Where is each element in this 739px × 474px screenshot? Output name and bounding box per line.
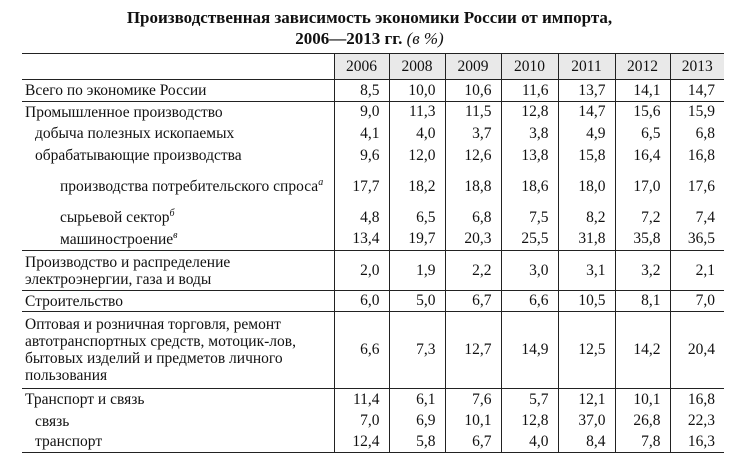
title-unit: (в %) — [406, 29, 444, 48]
row-label — [22, 167, 334, 207]
row-label — [22, 432, 334, 453]
value-cell: 12,8 — [501, 411, 558, 432]
row-label-text: Оптовая и розничная торговля, ремонт автотранспортных средств, мотоцик-лов, бытовых изделий и предметов личного пользования — [25, 316, 296, 384]
value-cell: 20,4 — [670, 312, 724, 389]
value-cell: 14,7 — [558, 102, 615, 123]
value-cell: 18,8 — [445, 167, 501, 207]
table-row — [22, 102, 724, 123]
table-row — [22, 167, 724, 207]
header-row — [22, 54, 724, 80]
value-cell: 2,0 — [334, 251, 389, 291]
value-cell: 4,1 — [334, 123, 389, 145]
value-cell: 10,1 — [445, 411, 501, 432]
value-cell: 16,8 — [670, 389, 724, 411]
row-label-text: Транспорт и связь — [25, 391, 145, 409]
value-cell: 2,1 — [670, 251, 724, 291]
value-cell: 4,8 — [334, 207, 389, 229]
value-cell: 10,6 — [445, 80, 501, 102]
value-cell: 16,8 — [670, 145, 724, 167]
value-cell: 8,5 — [334, 80, 389, 102]
row-label-text: Всего по экономике России — [25, 82, 207, 99]
table-row — [22, 432, 724, 453]
row-label-text: связь — [35, 412, 70, 430]
value-cell: 3,2 — [615, 251, 670, 291]
header-year: 2010 — [501, 54, 558, 80]
value-cell: 5,8 — [389, 432, 445, 453]
header-blank-cell — [22, 54, 334, 80]
value-cell: 7,5 — [501, 207, 558, 229]
value-cell: 8,1 — [615, 291, 670, 312]
value-cell: 6,6 — [501, 291, 558, 312]
row-label-text: обрабатывающие производства — [35, 147, 242, 164]
value-cell: 5,0 — [389, 291, 445, 312]
value-cell: 1,9 — [389, 251, 445, 291]
value-cell: 8,2 — [558, 207, 615, 229]
footnote-marker: а — [318, 177, 324, 188]
value-cell: 7,3 — [389, 312, 445, 389]
row-label — [22, 80, 334, 102]
table-title-line-1: Производственная зависимость экономики России от импорта, — [126, 8, 613, 27]
value-cell: 10,1 — [615, 389, 670, 411]
row-label-text: Производство и распределение электроэнергии, газа и воды — [25, 253, 231, 288]
value-cell: 26,8 — [615, 411, 670, 432]
table-row — [22, 411, 724, 432]
footnote-marker: в — [173, 229, 178, 241]
value-cell: 18,0 — [558, 167, 615, 207]
value-cell: 11,3 — [389, 102, 445, 123]
row-label — [22, 207, 334, 229]
value-cell: 14,7 — [670, 80, 724, 102]
value-cell: 7,6 — [445, 389, 501, 411]
value-cell: 14,1 — [615, 80, 670, 102]
value-cell: 4,9 — [558, 123, 615, 145]
value-cell: 5,7 — [501, 389, 558, 411]
value-cell: 6,6 — [334, 312, 389, 389]
value-cell: 11,6 — [501, 80, 558, 102]
value-cell: 4,0 — [501, 432, 558, 453]
table-row — [22, 291, 724, 312]
value-cell: 13,4 — [334, 229, 389, 251]
header-year: 2011 — [558, 54, 615, 80]
value-cell: 6,8 — [670, 123, 724, 145]
value-cell: 37,0 — [558, 411, 615, 432]
value-cell: 6,0 — [334, 291, 389, 312]
value-cell: 3,1 — [558, 251, 615, 291]
row-label-text: производства потребительского спроса — [60, 178, 319, 195]
row-label — [22, 389, 334, 411]
value-cell: 17,7 — [334, 167, 389, 207]
row-label-text: транспорт — [35, 433, 103, 451]
value-cell: 3,7 — [445, 123, 501, 145]
value-cell: 22,3 — [670, 411, 724, 432]
value-cell: 6,7 — [445, 291, 501, 312]
row-label — [22, 145, 334, 167]
value-cell: 25,5 — [501, 229, 558, 251]
value-cell: 7,8 — [615, 432, 670, 453]
value-cell: 7,0 — [334, 411, 389, 432]
table-row — [22, 251, 724, 291]
value-cell: 17,6 — [670, 167, 724, 207]
value-cell: 19,7 — [389, 229, 445, 251]
table-title-line-2 — [0, 29, 739, 49]
value-cell: 12,0 — [389, 145, 445, 167]
value-cell: 13,7 — [558, 80, 615, 102]
footnote-marker: б — [169, 208, 175, 219]
table-row — [22, 207, 724, 229]
value-cell: 6,5 — [615, 123, 670, 145]
value-cell: 6,1 — [389, 389, 445, 411]
value-cell: 14,9 — [501, 312, 558, 389]
value-cell: 15,6 — [615, 102, 670, 123]
value-cell: 13,8 — [501, 145, 558, 167]
value-cell: 4,0 — [389, 123, 445, 145]
value-cell: 9,0 — [334, 102, 389, 123]
value-cell: 12,5 — [558, 312, 615, 389]
value-cell: 36,5 — [670, 229, 724, 251]
value-cell: 3,8 — [501, 123, 558, 145]
value-cell: 10,0 — [389, 80, 445, 102]
row-label — [22, 411, 334, 432]
table-row — [22, 312, 724, 389]
row-label-text: Промышленное производство — [25, 103, 223, 121]
value-cell: 6,8 — [445, 207, 501, 229]
value-cell: 7,2 — [615, 207, 670, 229]
row-label-text: Строительство — [25, 292, 123, 310]
import-dependence-table — [22, 53, 724, 453]
row-label — [22, 102, 334, 123]
value-cell: 16,4 — [615, 145, 670, 167]
table-row — [22, 145, 724, 167]
header-year: 2008 — [389, 54, 445, 80]
header-year: 2009 — [445, 54, 501, 80]
value-cell: 12,4 — [334, 432, 389, 453]
value-cell: 6,7 — [445, 432, 501, 453]
header-year: 2012 — [615, 54, 670, 80]
title-years: 2006—2013 гг. — [295, 29, 403, 48]
value-cell: 7,4 — [670, 207, 724, 229]
value-cell: 6,9 — [389, 411, 445, 432]
row-label — [22, 229, 334, 251]
row-label-text: добыча полезных ископаемых — [35, 125, 235, 142]
value-cell: 2,2 — [445, 251, 501, 291]
value-cell: 12,7 — [445, 312, 501, 389]
row-label — [22, 312, 334, 389]
value-cell: 15,9 — [670, 102, 724, 123]
value-cell: 7,0 — [670, 291, 724, 312]
value-cell: 16,3 — [670, 432, 724, 453]
table-row — [22, 123, 724, 145]
header-year: 2013 — [670, 54, 724, 80]
value-cell: 9,6 — [334, 145, 389, 167]
value-cell: 11,5 — [445, 102, 501, 123]
value-cell: 3,0 — [501, 251, 558, 291]
value-cell: 20,3 — [445, 229, 501, 251]
table-row — [22, 80, 724, 102]
value-cell: 12,6 — [445, 145, 501, 167]
value-cell: 8,4 — [558, 432, 615, 453]
value-cell: 10,5 — [558, 291, 615, 312]
row-label-text: машиностроение — [60, 230, 174, 248]
value-cell: 14,2 — [615, 312, 670, 389]
value-cell: 31,8 — [558, 229, 615, 251]
row-label — [22, 291, 334, 312]
value-cell: 15,8 — [558, 145, 615, 167]
value-cell: 17,0 — [615, 167, 670, 207]
value-cell: 12,1 — [558, 389, 615, 411]
value-cell: 6,5 — [389, 207, 445, 229]
row-label — [22, 123, 334, 145]
value-cell: 35,8 — [615, 229, 670, 251]
value-cell: 18,6 — [501, 167, 558, 207]
value-cell: 12,8 — [501, 102, 558, 123]
row-label-text: сырьевой сектор — [60, 209, 170, 226]
table-row — [22, 229, 724, 251]
value-cell: 11,4 — [334, 389, 389, 411]
table-row — [22, 389, 724, 411]
value-cell: 18,2 — [389, 167, 445, 207]
row-label — [22, 251, 334, 291]
header-year: 2006 — [334, 54, 389, 80]
